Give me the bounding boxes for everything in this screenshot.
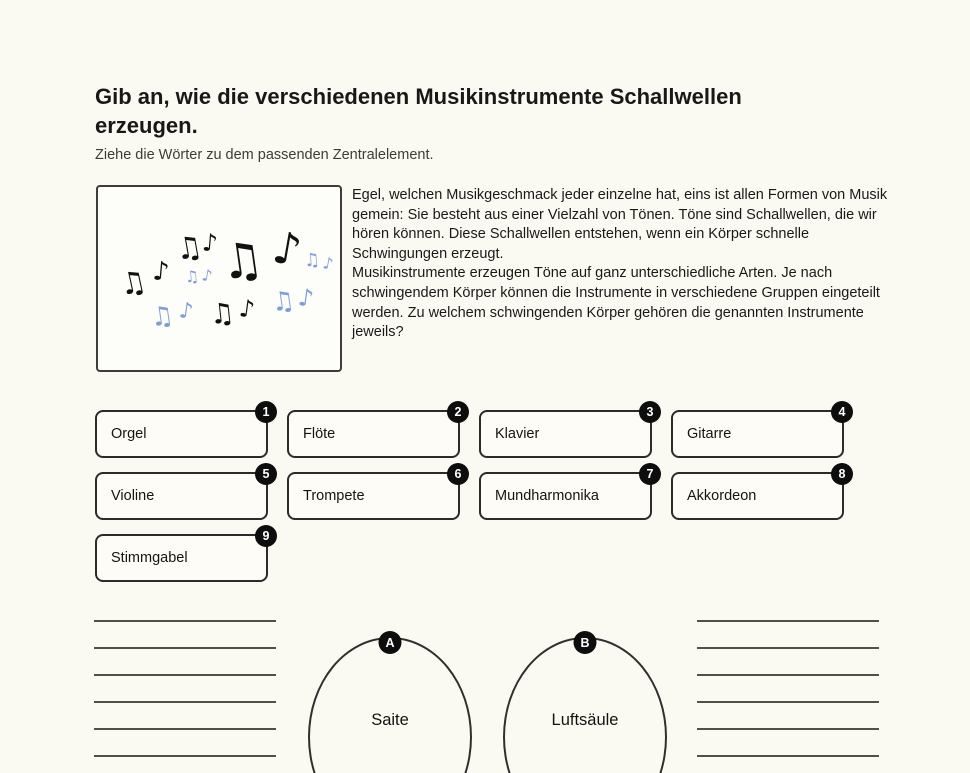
word-card-stimmgabel[interactable] — [95, 529, 270, 582]
card-label: Stimmgabel — [111, 550, 188, 566]
card-number-badge: 3 — [639, 401, 661, 423]
music-note-icon: ♫ — [269, 285, 297, 319]
answer-line — [94, 730, 276, 757]
word-card-grid — [95, 405, 846, 582]
word-card-violine[interactable] — [95, 467, 270, 520]
music-note-icon: ♫ — [172, 228, 206, 269]
word-card-orgel[interactable] — [95, 405, 270, 458]
card-number-badge: 4 — [831, 401, 853, 423]
music-note-icon: ♫ — [303, 249, 321, 272]
target-label: Saite — [371, 710, 409, 729]
music-note-icon: ♪ — [321, 253, 335, 274]
answer-line — [697, 595, 879, 622]
drop-circle-luftsaeule[interactable] — [503, 637, 667, 773]
card-label: Trompete — [303, 488, 365, 504]
music-note-icon: ♫ — [183, 266, 200, 287]
music-note-icon: ♪ — [177, 298, 195, 325]
word-card-floete[interactable] — [287, 405, 462, 458]
card-number-badge: 1 — [255, 401, 277, 423]
music-note-icon: ♫ — [207, 295, 237, 332]
answer-line — [94, 622, 276, 649]
word-card-gitarre[interactable] — [671, 405, 846, 458]
card-number-badge: 5 — [255, 463, 277, 485]
card-label: Gitarre — [687, 426, 732, 442]
card-label: Orgel — [111, 426, 147, 442]
card-number-badge: 8 — [831, 463, 853, 485]
music-note-icon: ♪ — [268, 221, 306, 278]
drop-circle-saite[interactable] — [308, 637, 472, 773]
answer-line — [94, 703, 276, 730]
music-note-icon: ♪ — [200, 265, 214, 286]
answer-lines-right — [697, 595, 879, 757]
target-label: Luftsäule — [551, 710, 619, 729]
answer-line — [94, 676, 276, 703]
music-note-icon: ♫ — [116, 263, 150, 304]
target-letter-badge: B — [574, 631, 597, 654]
music-note-icon: ♫ — [216, 230, 268, 292]
answer-line — [94, 649, 276, 676]
word-card-klavier[interactable] — [479, 405, 654, 458]
card-label: Akkordeon — [687, 488, 757, 504]
music-note-icon: ♫ — [148, 300, 176, 334]
answer-line — [697, 730, 879, 757]
music-note-icon: ♪ — [151, 256, 171, 288]
card-number-badge: 7 — [639, 463, 661, 485]
answer-line — [697, 622, 879, 649]
answer-line — [94, 595, 276, 622]
task-instruction: Ziehe die Wörter zu dem passenden Zentralelement. — [95, 147, 434, 163]
answer-line — [697, 649, 879, 676]
intro-paragraph-2: Musikinstrumente erzeugen Töne auf ganz unterschiedliche Arten. Je nach schwingendem Körper können die Instrumente in verschiedene Gruppen eingeteilt werden. Zu welchem schwingenden Körper gehören die genannten Instrumente jeweils? — [352, 265, 880, 341]
music-note-icon: ♪ — [201, 228, 219, 258]
intro-paragraph-1: Egel, welchen Musikgeschmack jeder einzelne hat, eins ist allen Formen von Musik gemein: Sie besteht aus einer Vielzahl von Tönen. Töne sind Schallwellen, die wir hören können. Diese Schallwellen entstehen, wenn ein Körper schnelle Schwingungen erzeugt. — [352, 187, 888, 262]
card-label: Violine — [111, 488, 155, 504]
card-label: Mundharmonika — [495, 488, 599, 504]
target-letter-badge: A — [379, 631, 402, 654]
answer-lines-left — [94, 595, 276, 757]
card-label: Klavier — [495, 426, 540, 442]
word-card-akkordeon[interactable] — [671, 467, 846, 520]
word-card-mundharmonika[interactable] — [479, 467, 654, 520]
card-number-badge: 6 — [447, 463, 469, 485]
card-label: Flöte — [303, 426, 336, 442]
word-card-trompete[interactable] — [287, 467, 462, 520]
card-number-badge: 2 — [447, 401, 469, 423]
page-title: Gib an, wie die verschiedenen Musikinstrumente Schallwellen erzeugen. — [95, 84, 742, 138]
music-note-icon: ♪ — [237, 294, 257, 324]
answer-line — [697, 703, 879, 730]
answer-line — [697, 676, 879, 703]
intro-text — [352, 186, 892, 343]
music-notes-image — [96, 185, 342, 372]
music-note-icon: ♪ — [296, 283, 316, 313]
card-number-badge: 9 — [255, 525, 277, 547]
